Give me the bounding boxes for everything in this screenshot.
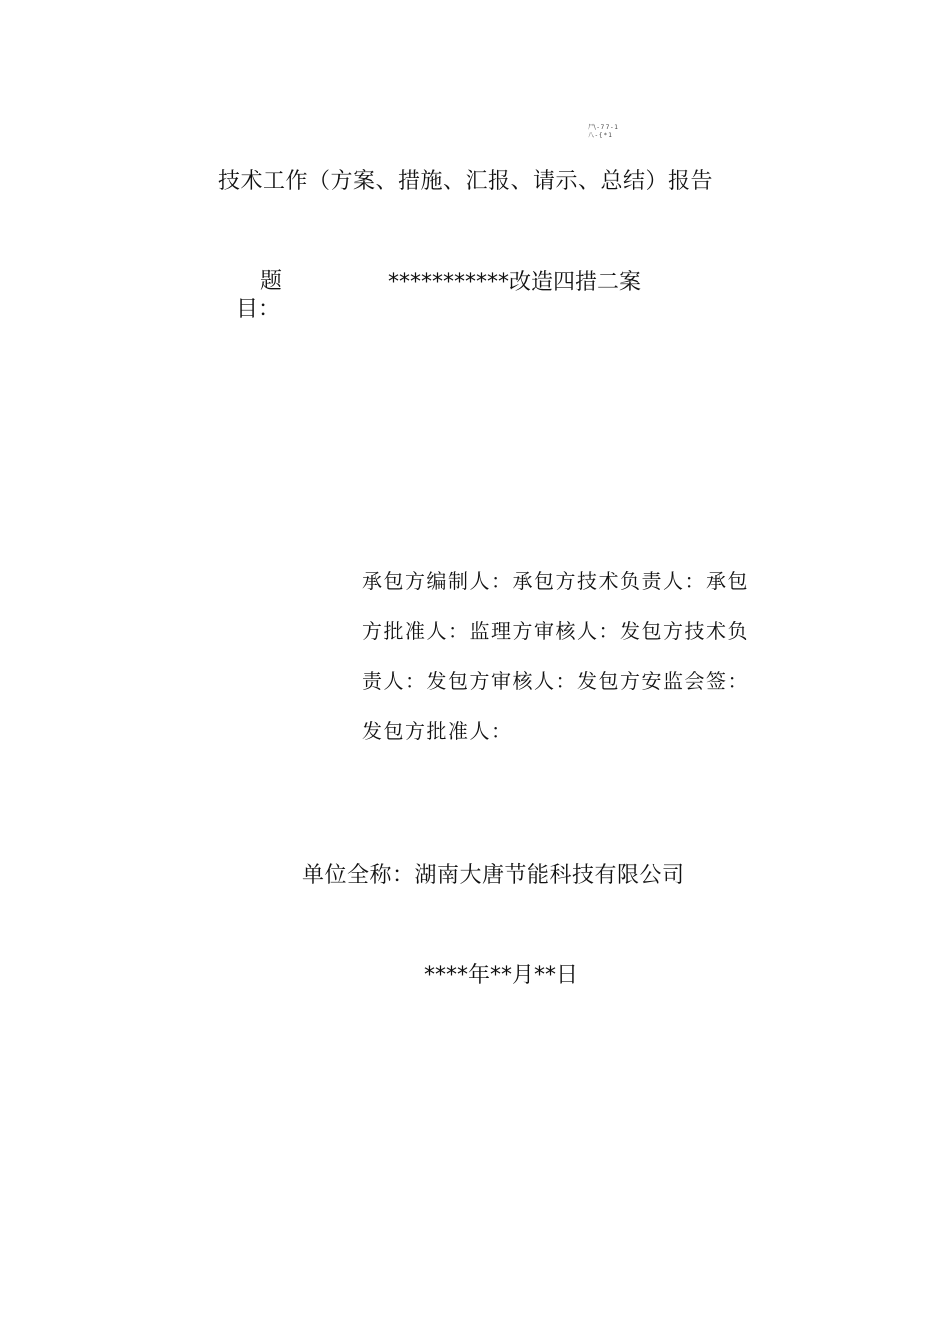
- signers-line-4: 发包方批准人：: [362, 719, 513, 743]
- corner-stamp-mark: [588, 124, 632, 140]
- signers-line-1: 承包方编制人：承包方技术负责人：承包: [362, 569, 749, 593]
- subject-label: [236, 268, 300, 324]
- document-title: 技术工作（方案、措施、汇报、请示、总结）报告: [218, 169, 714, 194]
- subject-label-line-2: 目：: [236, 297, 281, 322]
- signers-line-2: 方批准人：监理方审核人：发包方技术负: [362, 619, 749, 643]
- organization-name: 单位全称：湖南大唐节能科技有限公司: [302, 863, 685, 888]
- subject-label-line-1: 题: [260, 269, 283, 294]
- signers-block: [362, 556, 788, 756]
- stamp-line-1: 尸\ - 7 7 - 1: [588, 124, 618, 131]
- subject-value: ***********改造四措二案: [388, 270, 642, 295]
- signers-line-3: 责人：发包方审核人：发包方安监会签：: [362, 669, 749, 693]
- document-date: ****年**月**日: [424, 963, 579, 988]
- stamp-line-2: 八 - { * 1: [588, 132, 612, 139]
